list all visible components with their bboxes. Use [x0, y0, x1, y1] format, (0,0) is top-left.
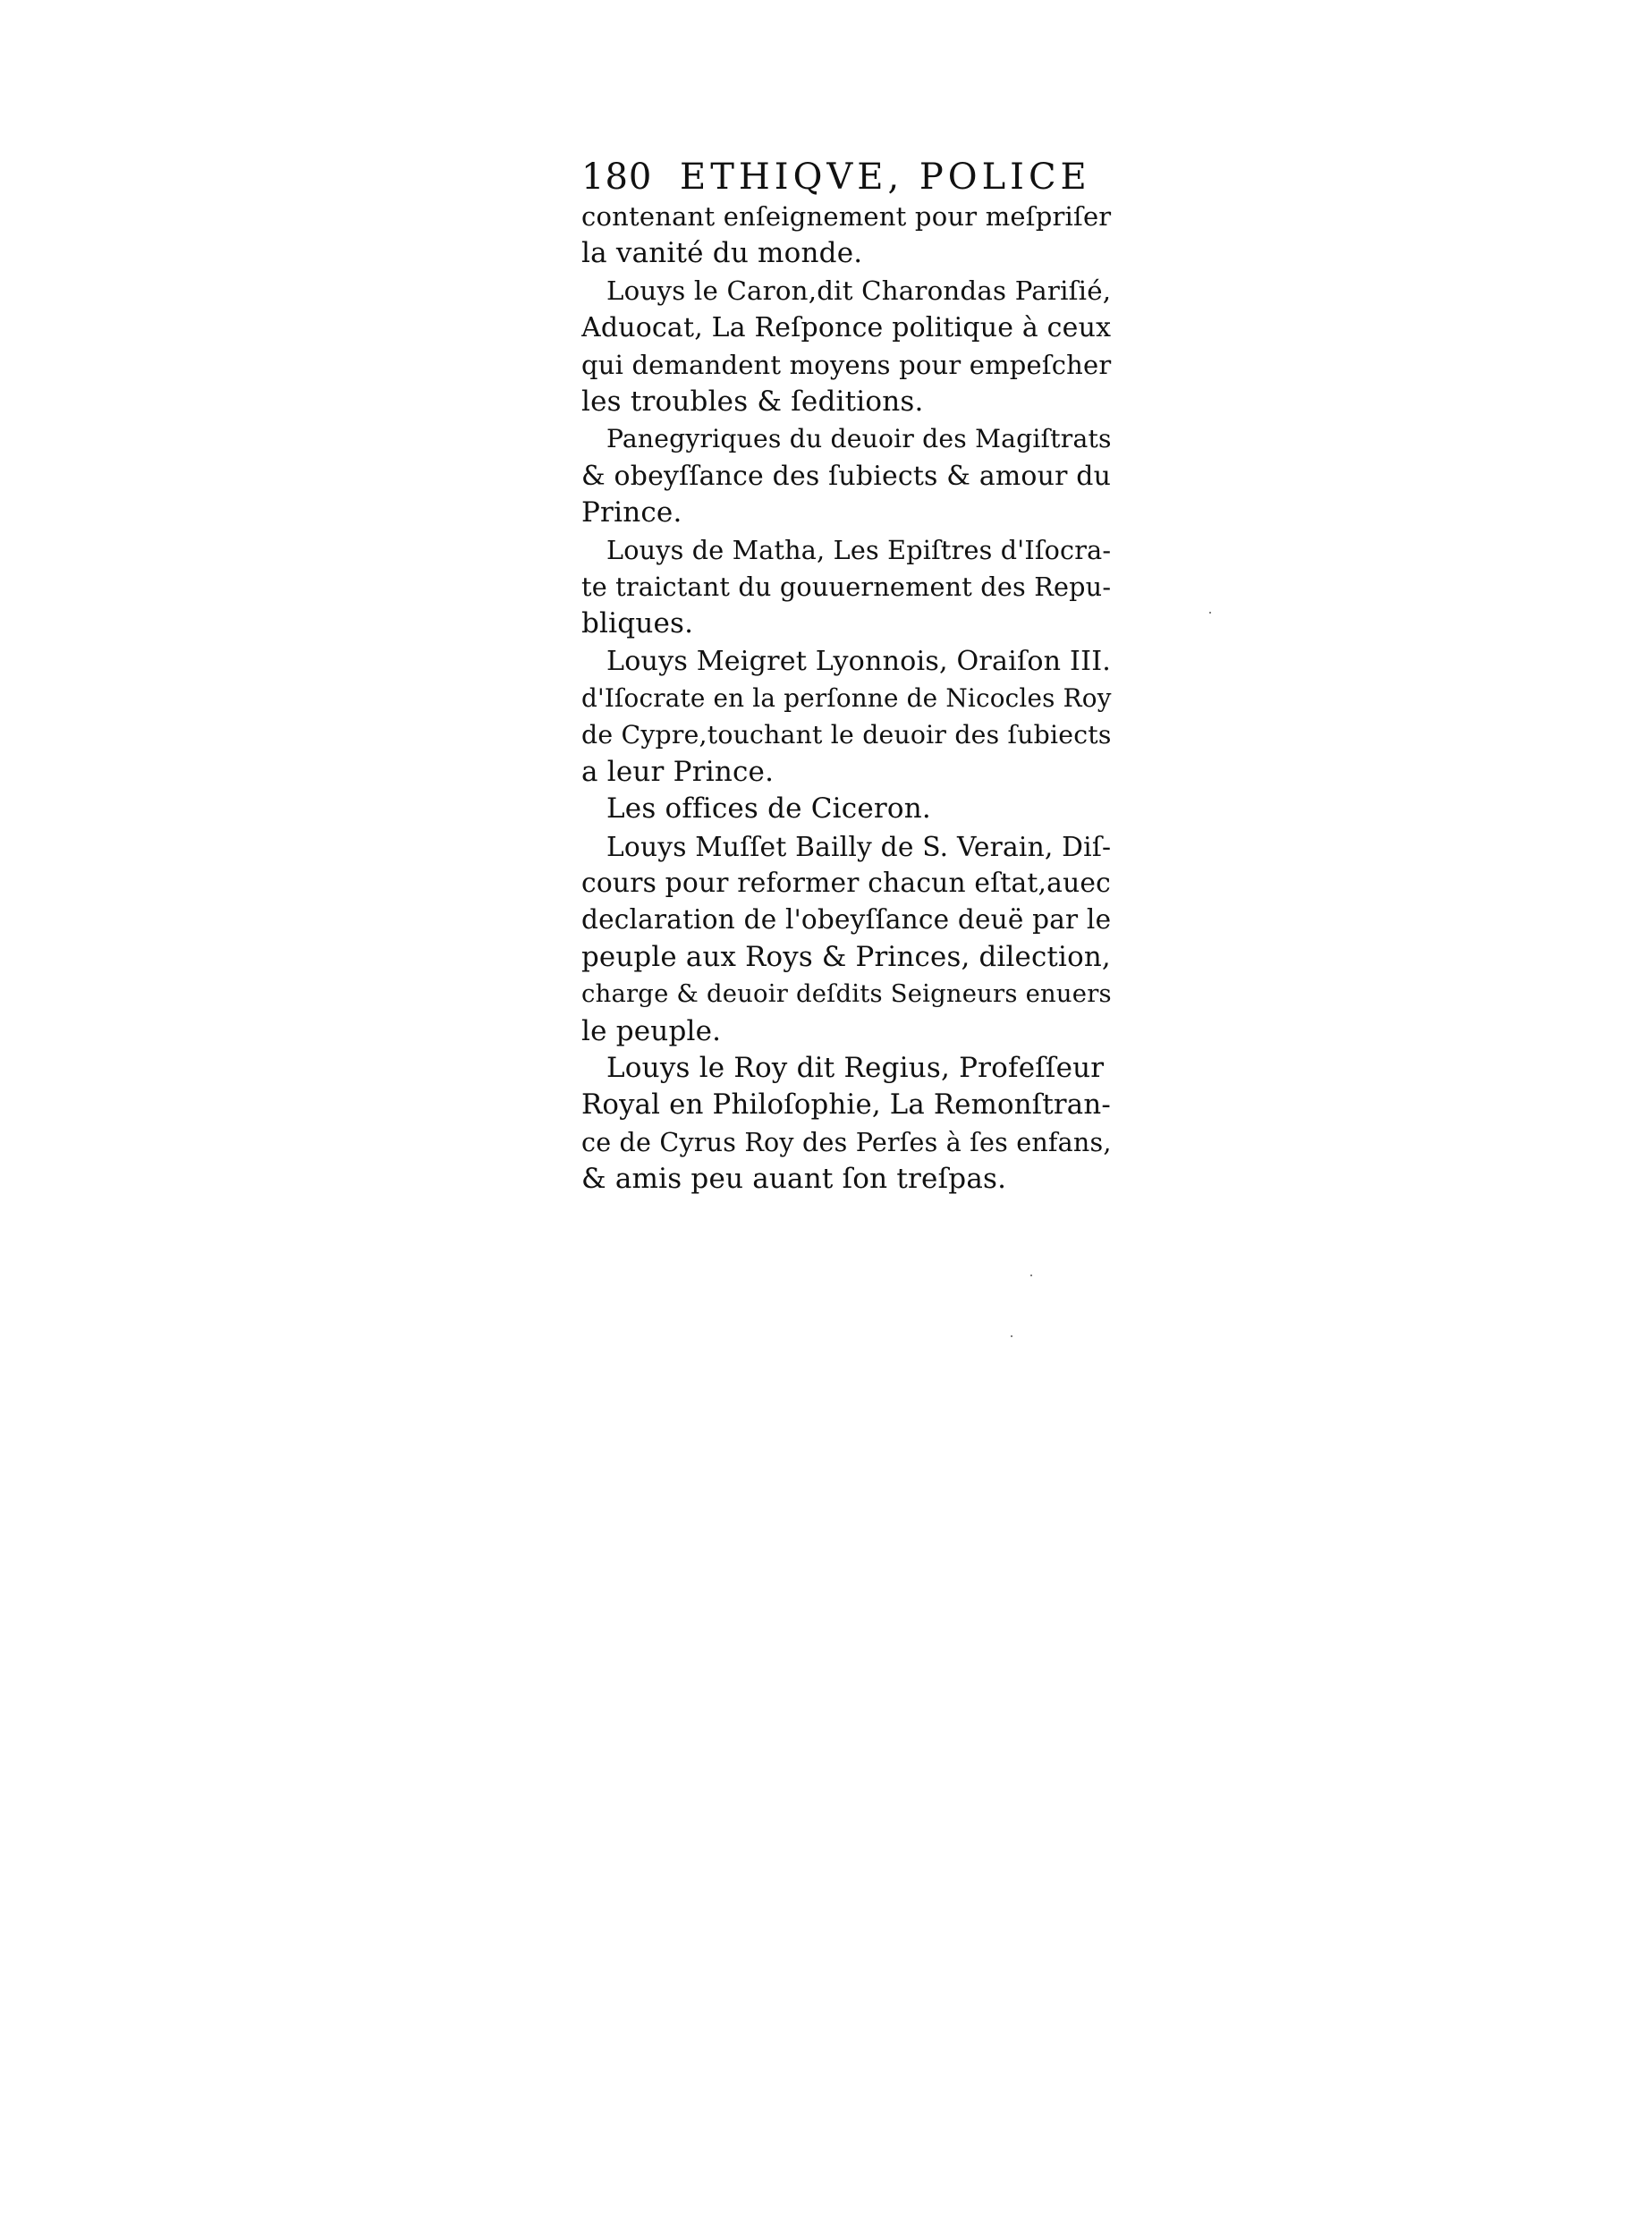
text-line: Aduocat, La Reſponce politique à ceux	[581, 312, 1112, 344]
running-title: ETHIQVE, POLICE	[680, 157, 1091, 198]
text-line: a leur Prince.	[581, 755, 775, 788]
text-line: peuple aux Roys & Princes, dilection,	[581, 940, 1111, 973]
text-line: les troubles & ſeditions.	[581, 385, 924, 418]
body-text	[581, 199, 1118, 1198]
text-line: Louys le Caron,dit Charondas Pariſié,	[606, 275, 1112, 306]
page-number: 180	[581, 157, 653, 198]
text-line: Les offices de Ciceron.	[606, 792, 931, 826]
text-line: d'Iſocrate en la perſonne de Nicocles Roy	[581, 683, 1112, 714]
text-line: charge & deuoir deſdits Seigneurs enuers	[581, 980, 1112, 1009]
text-line: Panegyriques du deuoir des Magiſtrats	[606, 424, 1112, 454]
text-line: qui demandent moyens pour empeſcher	[581, 349, 1112, 380]
text-line: & obeyſſance des ſubiects & amour du	[581, 460, 1112, 492]
text-line: de Cypre,touchant le deuoir des ſubiects	[581, 720, 1112, 750]
text-line: Royal en Philoſophie, La Remonſtran-	[581, 1088, 1111, 1122]
text-line: le peuple.	[581, 1014, 722, 1047]
text-line: Prince.	[581, 496, 682, 529]
text-line: Louys de Matha, Les Epiſtres d'Iſocra-	[606, 534, 1112, 565]
text-line: declaration de l'obeyſſance deuë par le	[581, 904, 1112, 936]
print-speck	[1209, 612, 1211, 614]
text-line: ce de Cyrus Roy des Perſes à ſes enfans,	[581, 1126, 1112, 1157]
text-line: Louys Muſſet Bailly de S. Verain, Diſ-	[606, 830, 1112, 862]
text-line: Louys Meigret Lyonnois, Oraiſon III.	[606, 645, 1112, 677]
text-line: bliques.	[581, 607, 694, 640]
text-line: la vanité du monde.	[581, 237, 863, 270]
text-line: Louys le Roy dit Regius, Profeſſeur	[606, 1051, 1105, 1084]
print-speck	[1011, 1335, 1012, 1337]
text-line: cours pour reformer chacun eſtat,auec	[581, 868, 1111, 900]
print-speck	[1030, 1275, 1032, 1276]
text-line: te traictant du gouuernement des Repu-	[581, 571, 1112, 602]
text-line: contenant enſeignement pour meſpriſer	[581, 201, 1112, 232]
text-line: & amis peu auant ſon treſpas.	[581, 1163, 1007, 1196]
page-header	[581, 150, 1118, 204]
